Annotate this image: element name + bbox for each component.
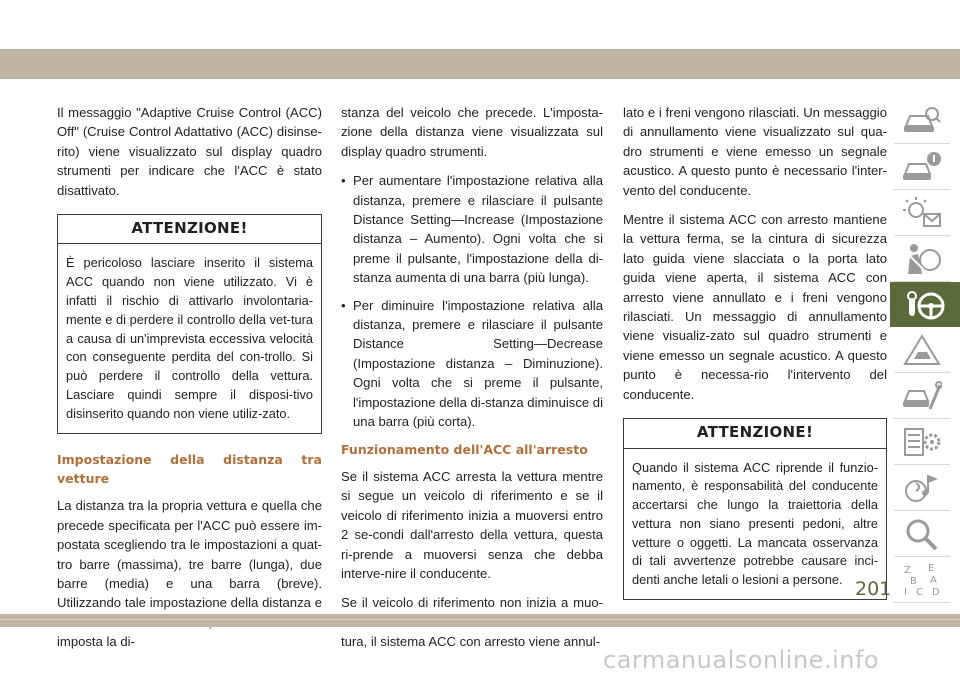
cancel-paragraph: lato e i freni vengono rilasciati. Un messaggio di annullamento viene visualizzato sul qua-dro strumenti e viene emesso un segnale acustico. A questo punto è necessario l'inter-vento del conducente. xyxy=(623,105,887,198)
stop-paragraph-1: Se il sistema ACC arresta la vettura mentre si segue un veicolo di riferimento e se il veicolo di riferimento inizia a muoversi entro 2 se-condi dall'arresto della vettura, questa ri-prende a muoversi senza che debba interve-nire il conducente. xyxy=(341,468,603,581)
hold-paragraph: Mentre il sistema ACC con arresto mantiene la vettura ferma, se la cintura di sicurezza lato guida viene slacciata o la porta lato guida viene aperta, il sistema ACC con arresto viene annullato e i freni vengono rilasciati. Un messaggio di annullamento viene visualiz-zato sul quadro strumenti e viene emesso un segnale acustico. A questo punto è necessa-rio l'intervento del conducente. xyxy=(623,212,887,402)
key-steering-wheel-icon xyxy=(905,288,945,322)
warning-lights-icon xyxy=(902,196,942,230)
distance-paragraph: La distanza tra la propria vettura e quella che precede specificata per l'ACC può essere im-postata scegliendo tra le impostazioni a quat-tro barre (massima), tre barre (lunga), due barre (media) e una barra (breve). Utilizzando tale impostazione della distanza e imposta la di- xyxy=(57,498,322,650)
continued-paragraph: stanza del veicolo che precede. L'imposta-zione della distanza viene visualizzata sul display quadro strumenti. xyxy=(341,105,603,159)
stop-paragraph-2: Se il veicolo di riferimento non inizia a muo- tura, il sistema ACC con arresto viene annul- xyxy=(341,595,603,650)
chapter-tab-road-warning[interactable] xyxy=(894,327,950,373)
warning-title: ATTENZIONE! xyxy=(624,419,886,448)
page-number: 201 xyxy=(855,578,892,600)
chapter-tab-specs[interactable] xyxy=(894,419,950,465)
car-info-icon xyxy=(902,150,942,184)
warning-title: ATTENZIONE! xyxy=(58,215,321,244)
footer-band xyxy=(0,614,960,627)
column-1 xyxy=(57,103,322,662)
warning-box-2 xyxy=(623,418,887,600)
chapter-tab-search[interactable] xyxy=(894,511,950,557)
index-letter: I xyxy=(904,586,907,597)
column-2 xyxy=(341,103,603,662)
specs-gear-icon xyxy=(902,425,942,459)
index-az-icon xyxy=(902,563,942,597)
chapter-tab-starting-driving[interactable] xyxy=(890,282,960,327)
seat-belt-airbag-icon xyxy=(902,242,942,276)
warning-box-1 xyxy=(57,214,322,434)
chapter-tab-car-info[interactable] xyxy=(894,144,950,190)
bullet-decrease: • Per diminuire l'impostazione relativa alla distanza, premere e rilasciare il pulsante Distance Setting—Decrease (Impostazione distanza – Diminuzione). Ogni volta che si preme il pulsante, l'impostazione della di-stanza diminuisce di una barra (più corta). xyxy=(341,296,603,432)
road-warning-icon xyxy=(902,333,942,367)
intro-paragraph: Il messaggio "Adaptive Cruise Control (ACC) Off" (Cruise Control Adattativo (ACC) disinse-rito) viene visualizzato sul display quadro strumenti per indicare che l'ACC è stato disattivato. xyxy=(57,105,322,198)
section-heading-stop: Funzionamento dell'ACC all'arresto xyxy=(341,441,588,457)
car-wrench-icon xyxy=(902,379,942,413)
index-letter: C xyxy=(916,586,923,597)
car-magnifier-icon xyxy=(902,104,942,138)
index-letter: E xyxy=(928,562,935,574)
warning-text: Quando il sistema ACC riprende il funzio-namento, è responsabilità del conducente accertarsi che lungo la traiettoria della vettura non siano presenti pedoni, altre vetture o oggetti. La mancata osservanza di tali avvertenze potrebbe causare inci-denti anche letali o lesioni a persone. xyxy=(632,459,878,588)
watermark-text: carmanualsonline.info xyxy=(603,646,880,674)
index-letter: B xyxy=(910,575,917,587)
chapter-tab-service[interactable] xyxy=(894,373,950,419)
chapter-sidebar xyxy=(890,98,960,603)
distance-bullets xyxy=(341,171,603,431)
search-icon xyxy=(902,517,942,551)
chapter-tab-warning-lights[interactable] xyxy=(894,190,950,236)
header-band xyxy=(0,49,960,79)
bullet-increase: • Per aumentare l'impostazione relativa alla distanza, premere e rilasciare il pulsante Distance Setting—Increase (Impostazione distanza – Aumento). Ogni volta che si preme il pulsante, l'impostazione della di-stanza aumenta di una barra (più lunga). xyxy=(341,171,603,287)
index-letter: D xyxy=(932,586,940,597)
section-heading-distance: Impostazione della distanza tra vetture xyxy=(57,451,322,487)
column-3 xyxy=(623,103,887,616)
multimedia-icon xyxy=(902,471,942,505)
index-letter: Z xyxy=(904,564,911,576)
chapter-tab-car-magnifier[interactable] xyxy=(894,98,950,144)
chapter-tab-multimedia[interactable] xyxy=(894,465,950,511)
chapter-tab-index[interactable] xyxy=(894,557,950,603)
index-letter: A xyxy=(930,574,937,586)
chapter-tab-seat-belt[interactable] xyxy=(894,236,950,282)
warning-text: È pericoloso lasciare inserito il sistema ACC quando non viene utilizzato. Vi è infatti il rischio di attivarlo involontaria-mente e di perdere il controllo della vet-tura a causa di un'imprevista eccessiva velocità con conseguente perdita del con-trollo. Si può perdere il controllo della vettura. Lasciare quindi sempre il disposi-tivo disinserito quando non viene utiliz-zato. xyxy=(66,255,313,421)
